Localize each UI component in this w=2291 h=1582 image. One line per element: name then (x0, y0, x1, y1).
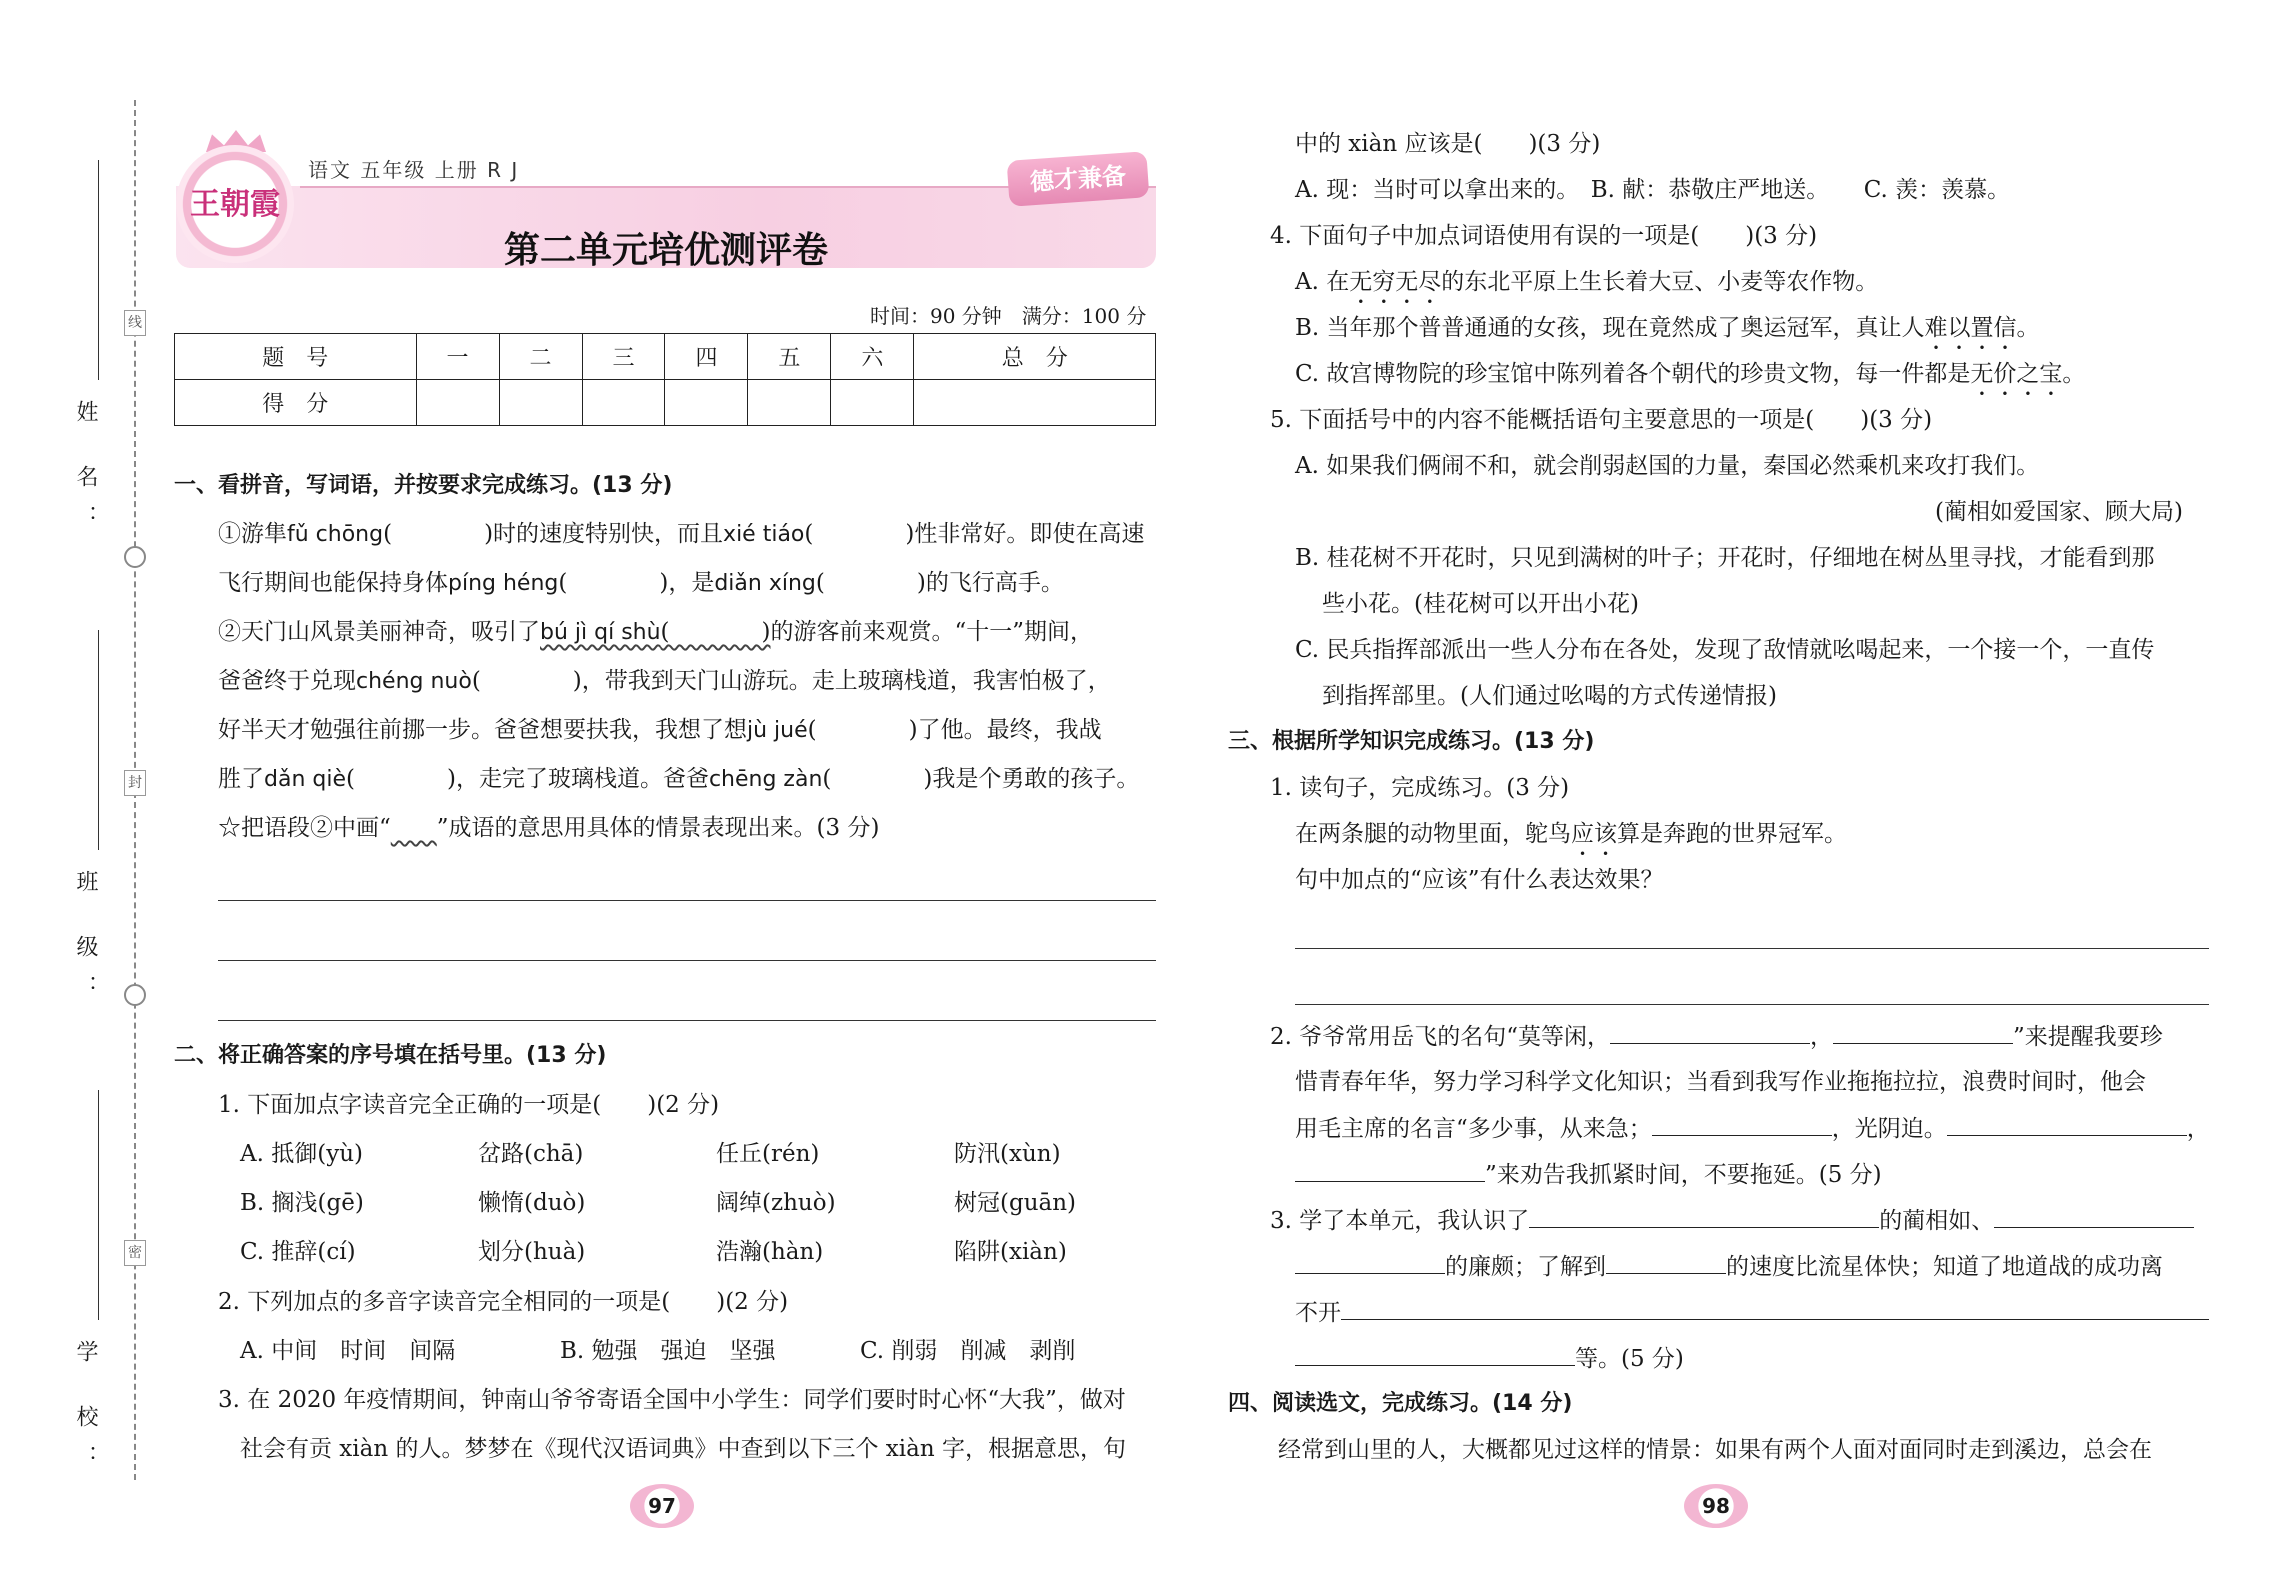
name-field-line[interactable] (98, 160, 99, 380)
answer-line[interactable] (1295, 948, 2209, 949)
answer-blank[interactable]: ( ) (804, 521, 915, 547)
score-header-row (175, 334, 1156, 380)
s2-q3-line-1: 3. 在 2020 年疫情期间，钟南山爷爷寄语全国中小学生：同学们要时时心怀“大我”，做对 (218, 1387, 1126, 1413)
score-header-cell: 六 (831, 334, 914, 380)
score-row-label: 得 分 (175, 380, 417, 426)
section-1-heading: 一、看拼音，写词语，并按要求完成练习。(13 分) (174, 473, 673, 498)
section-2-heading: 二、将正确答案的序号填在括号里。(13 分) (174, 1043, 607, 1068)
pinyin-option: 防汛(xùn) (954, 1141, 1061, 1167)
s3-q2-line-4: ”来劝告我抓紧时间，不要拖延。(5 分) (1295, 1158, 1882, 1191)
pinyin-option: 树冠(guān) (954, 1190, 1077, 1216)
score-header-cell: 四 (665, 334, 748, 380)
score-input-cell[interactable] (582, 380, 665, 426)
s3-q1: 1. 读句子，完成练习。(3 分) (1270, 775, 1570, 801)
pinyin-option: 任丘(rén) (716, 1141, 820, 1167)
pinyin-option[interactable]: B. 搁浅(gē) (240, 1190, 364, 1216)
s2-q2-option-c[interactable]: C. 削弱 削减 剥削 (860, 1338, 1076, 1364)
fill-blank[interactable] (1610, 1020, 1810, 1044)
s1-task: ☆把语段②中画“ ”成语的意思用具体的情景表现出来。(3 分) (218, 815, 880, 841)
fill-blank[interactable] (1947, 1112, 2187, 1136)
brand-logo: 王朝霞 (176, 145, 294, 263)
exam-meta: 时间：90 分钟 满分：100 分 (870, 304, 1147, 328)
s2-q3-line-2: 社会有贡 xiàn 的人。梦梦在《现代汉语词典》中查到以下三个 xiàn 字，根据意思，句 (240, 1436, 1126, 1462)
answer-blank[interactable]: ( ) (822, 766, 933, 792)
answer-blank[interactable]: ( ) (815, 570, 926, 596)
q5-option-a[interactable]: A. 如果我们俩闹不和，就会削弱赵国的力量，秦国必然乘机来攻打我们。 (1295, 453, 2040, 479)
s2-q2: 2. 下列加点的多音字读音完全相同的一项是( )(2 分) (218, 1289, 789, 1315)
s3-q2-line-3: 用毛主席的名言“多少事，从来急； ，光阴迫。 ， (1295, 1112, 2210, 1145)
q4-option-c[interactable]: C. 故宫博物院的珍宝馆中陈列着各个朝代的珍贵文物，每一件都是无价之宝。 (1295, 361, 2086, 387)
answer-blank[interactable]: ( ) (471, 668, 582, 694)
subject-line: 语文 五年级 上册 R J (308, 158, 520, 182)
s1-line-6: 胜了dǎn qiè( )，走完了玻璃栈道。爸爸chēng zàn( )我是个勇敢的孩子。 (218, 763, 1139, 796)
q3-line-3: 中的 xiàn 应该是( )(3 分) (1295, 131, 1601, 157)
reading-passage: 经常到山里的人，大概都见过这样的情景：如果有两个人面对面同时走到溪边，总会在 (1278, 1437, 2152, 1463)
s1-line-4: 爸爸终于兑现chéng nuò( )，带我到天门山游玩。走上玻璃栈道，我害怕极了， (218, 665, 1111, 698)
score-input-cell[interactable] (748, 380, 831, 426)
bind-feng-box: 封 (124, 770, 146, 796)
pinyin-option: 浩瀚(hàn) (716, 1239, 824, 1265)
fill-blank[interactable] (1606, 1250, 1726, 1274)
school-label: 学 校： (73, 1340, 98, 1485)
binding-ring-icon (124, 984, 146, 1006)
section-4-heading: 四、阅读选文，完成练习。(14 分) (1228, 1391, 1573, 1416)
answer-line[interactable] (218, 960, 1156, 961)
s3-q2-line-2: 惜青春年华，努力学习科学文化知识；当看到我写作业拖拖拉拉，浪费时间时，他会 (1295, 1069, 2146, 1095)
score-header-cell: 总 分 (914, 334, 1156, 380)
score-header-cell: 一 (416, 334, 499, 380)
pinyin-option: 懒惰(duò) (478, 1190, 586, 1216)
page-number-left: 97 (630, 1484, 694, 1528)
q5-stem: 5. 下面括号中的内容不能概括语句主要意思的一项是( )(3 分) (1270, 407, 1933, 433)
score-input-cell[interactable] (499, 380, 582, 426)
s1-line-2: 飞行期间也能保持身体píng héng( )，是diǎn xíng( )的飞行高手。 (218, 567, 1064, 600)
score-header-cell: 五 (748, 334, 831, 380)
class-field-line[interactable] (98, 630, 99, 850)
s2-q1: 1. 下面加点字读音完全正确的一项是( )(2 分) (218, 1092, 720, 1118)
score-header-cell: 二 (499, 334, 582, 380)
pinyin-option: 陷阱(xiàn) (954, 1239, 1067, 1265)
answer-blank[interactable]: ( ) (807, 717, 918, 743)
pinyin-option: 岔路(chā) (478, 1141, 584, 1167)
fill-blank[interactable] (1295, 1250, 1445, 1274)
motto-badge: 德才兼备 (1007, 151, 1150, 207)
pinyin-option: 阔绰(zhuò) (716, 1190, 836, 1216)
s1-line-3: ②天门山风景美丽神奇，吸引了bú jì qí shù( )的游客前来观赏。“十一”期间， (218, 616, 1093, 649)
score-input-cell[interactable] (914, 380, 1156, 426)
pinyin-option: 划分(huà) (478, 1239, 586, 1265)
s1-line-5: 好半天才勉强往前挪一步。爸爸想要扶我，我想了想jù jué( )了他。最终，我战 (218, 714, 1102, 747)
fill-blank[interactable] (1529, 1204, 1879, 1228)
q4-option-b[interactable]: B. 当年那个普普通通的女孩，现在竟然成了奥运冠军，真让人难以置信。 (1295, 315, 2040, 341)
s3-q3-line-1: 3. 学了本单元，我认识了 的蔺相如、 (1270, 1204, 2194, 1237)
score-header-cell: 三 (582, 334, 665, 380)
fill-blank[interactable] (1652, 1112, 1832, 1136)
score-table (174, 333, 1156, 426)
s3-ask: 句中加点的“应该”有什么表达效果？ (1295, 867, 1664, 893)
s1-line-1: ①游隼fǔ chōng( )时的速度特别快，而且xié tiáo( )性非常好。即使在高速 (218, 518, 1144, 551)
fill-blank[interactable] (1994, 1204, 2194, 1228)
s3-sentence: 在两条腿的动物里面，鸵鸟应该算是奔跑的世界冠军。 (1295, 821, 1847, 847)
q4-option-a[interactable]: A. 在无穷无尽的东北平原上生长着大豆、小麦等农作物。 (1295, 269, 1879, 295)
q3-options: A. 现：当时可以拿出来的。 B. 献：恭敬庄严地送。 C. 羡：羡慕。 (1295, 177, 2011, 203)
score-input-cell[interactable] (831, 380, 914, 426)
fill-blank[interactable] (1295, 1342, 1575, 1366)
answer-blank[interactable]: ( ) (346, 766, 456, 792)
s3-q3-line-4: 等。(5 分) (1295, 1342, 1684, 1375)
name-label: 姓 名： (73, 400, 98, 545)
page-number-right: 98 (1684, 1484, 1748, 1528)
fill-blank[interactable] (1341, 1296, 2209, 1320)
q5-option-b[interactable]: B. 桂花树不开花时，只见到满树的叶子；开花时，仔细地在树丛里寻找，才能看到那 (1295, 545, 2155, 571)
s2-q2-option-a[interactable]: A. 中间 时间 间隔 (240, 1338, 456, 1364)
answer-blank[interactable]: ( ) (383, 521, 494, 547)
q4-stem: 4. 下面句子中加点词语使用有误的一项是( )(3 分) (1270, 223, 1818, 249)
s3-q3-line-2: 的廉颇；了解到 的速度比流星体快；知道了地道战的成功离 (1295, 1250, 2163, 1283)
q5-option-c-2: 到指挥部里。(人们通过吆喝的方式传递情报) (1322, 683, 1777, 709)
class-label: 班 级： (73, 870, 98, 1015)
score-input-cell[interactable] (416, 380, 499, 426)
answer-line[interactable] (1295, 1004, 2209, 1005)
bind-mi-box: 密 (124, 1240, 146, 1266)
fill-blank[interactable] (1295, 1158, 1485, 1182)
pinyin-option[interactable]: A. 抵御(yù) (240, 1141, 363, 1167)
q5-option-b-2: 些小花。(桂花树可以开出小花) (1322, 591, 1639, 617)
binding-ring-icon (124, 546, 146, 568)
s3-q2-line-1: 2. 爷爷常用岳飞的名句“莫等闲， ， ”来提醒我要珍 (1270, 1020, 2163, 1053)
answer-blank[interactable]: ( ) (660, 619, 771, 645)
fill-blank[interactable] (1833, 1020, 2013, 1044)
s2-q2-option-b[interactable]: B. 勉强 强迫 坚强 (560, 1338, 776, 1364)
answer-line[interactable] (218, 900, 1156, 901)
score-input-cell[interactable] (665, 380, 748, 426)
bind-xian-box: 线 (124, 310, 146, 336)
page-title: 第二单元培优测评卷 (503, 230, 828, 271)
section-3-heading: 三、根据所学知识完成练习。(13 分) (1228, 729, 1595, 754)
score-header-cell: 题 号 (175, 334, 417, 380)
pinyin-option[interactable]: C. 推辞(cí) (240, 1239, 356, 1265)
q5-option-c[interactable]: C. 民兵指挥部派出一些人分布在各处，发现了敌情就吆喝起来，一个接一个，一直传 (1295, 637, 2155, 663)
answer-line[interactable] (218, 1020, 1156, 1021)
q5-option-a-note: (蔺相如爱国家、顾大局) (1935, 499, 2183, 525)
s3-q3-line-3: 不开 (1295, 1296, 2209, 1329)
school-field-line[interactable] (98, 1090, 99, 1320)
answer-blank[interactable]: ( ) (558, 570, 669, 596)
score-input-row (175, 380, 1156, 426)
